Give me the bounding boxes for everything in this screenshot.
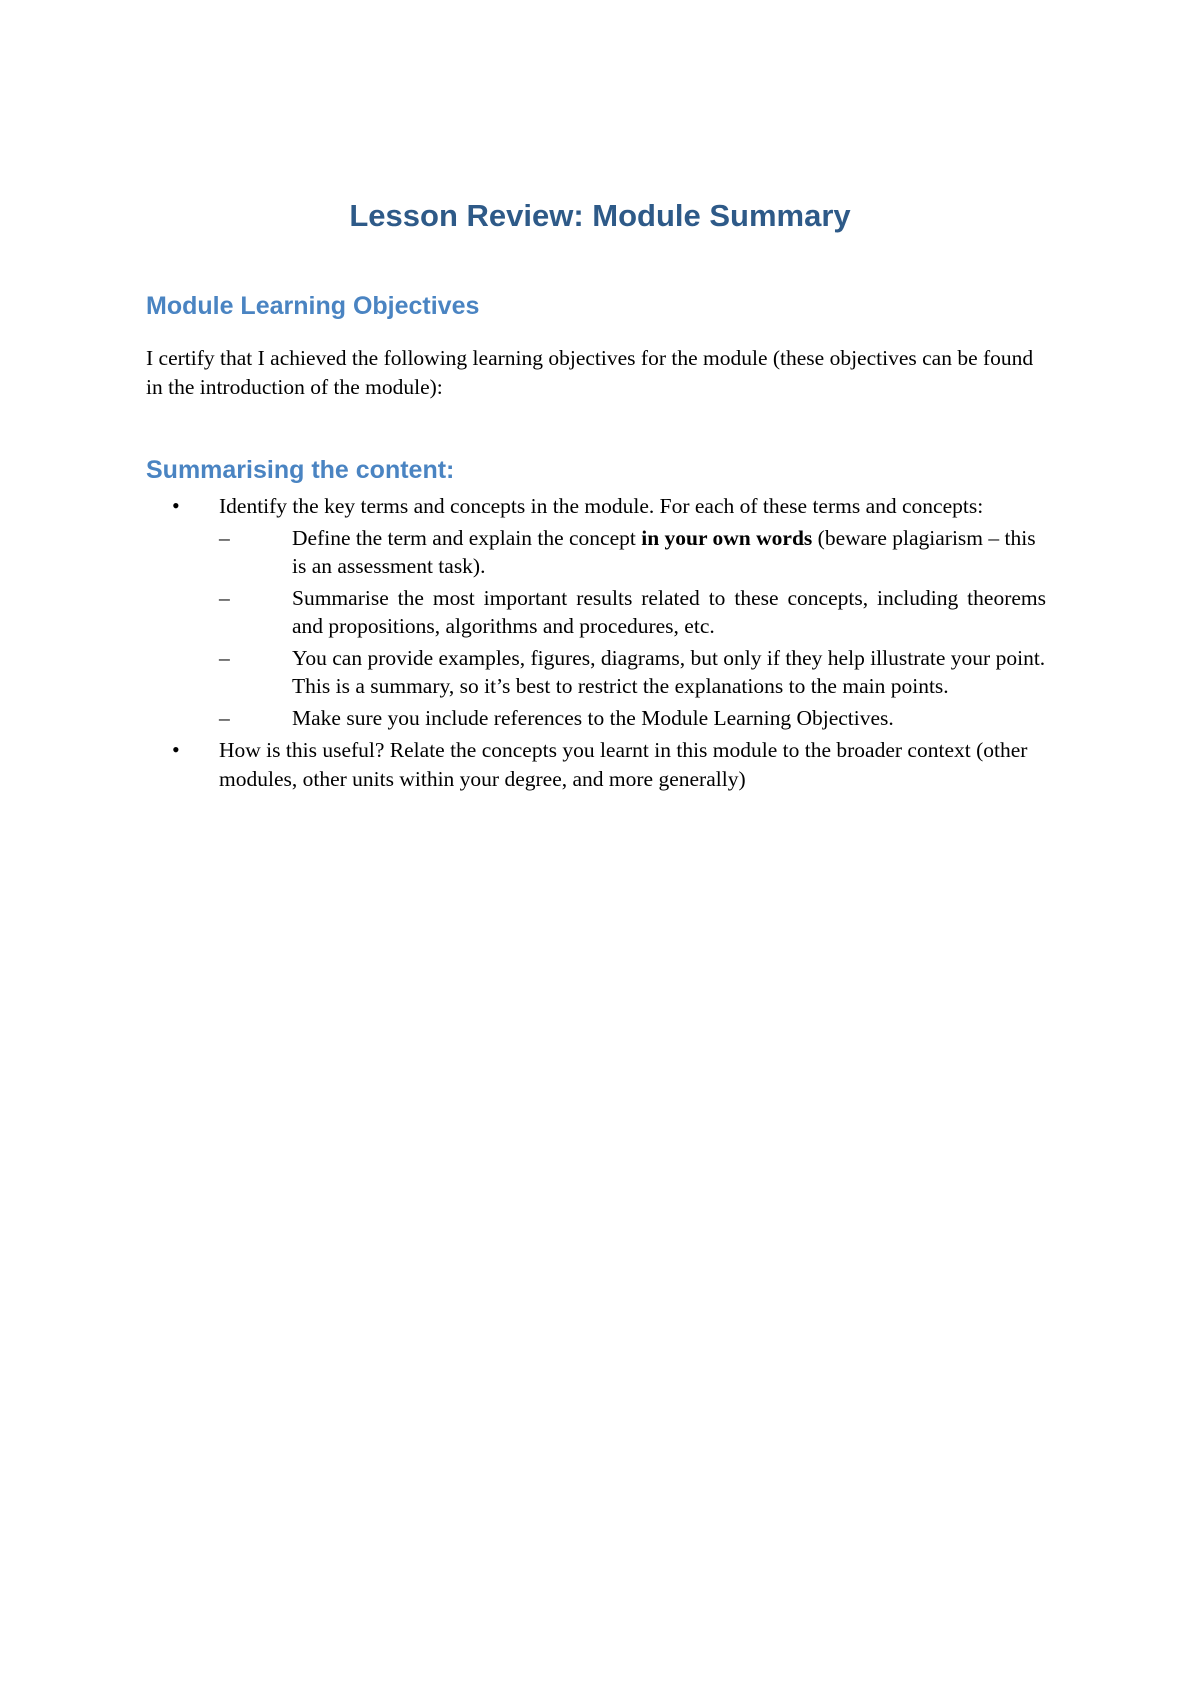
- sub-item-text: You can provide examples, figures, diagrams, but only if they help illustrate your point. This is a summary, so it’s best to restrict the explanations to the main points.: [292, 645, 1046, 698]
- bullet-marker: •: [172, 737, 180, 762]
- sub-bullet-list: [219, 524, 1046, 733]
- bullet-item-usefulness: [146, 736, 1046, 793]
- dash-marker: –: [219, 525, 230, 550]
- summary-bullet-list: [146, 492, 1046, 793]
- certify-paragraph: I certify that I achieved the following learning objectives for the module (these objectives can be found in the introduction of the module):: [146, 346, 1034, 399]
- section-heading-objectives: Module Learning Objectives: [146, 292, 480, 320]
- sub-item-text: Make sure you include references to the Module Learning Objectives.: [292, 705, 894, 730]
- sub-item-references: [219, 704, 1046, 733]
- bullet-text: How is this useful? Relate the concepts you learnt in this module to the broader context (other modules, other units within your degree, and more generally): [219, 738, 1028, 791]
- bullet-text: Identify the key terms and concepts in the module. For each of these terms and concepts:: [219, 494, 984, 518]
- sub-item-define-term: [219, 524, 1046, 581]
- dash-marker: –: [219, 645, 230, 670]
- bullet-marker: •: [172, 493, 180, 518]
- sub-item-text: Summarise the most important results related to these concepts, including theorems and propositions, algorithms and procedures, etc.: [292, 585, 1046, 638]
- bullet-item-key-terms: [146, 492, 1046, 732]
- sub-item-text-before: Define the term and explain the concept: [292, 525, 642, 550]
- document-title: Lesson Review: Module Summary: [349, 198, 851, 233]
- sub-item-examples: [219, 644, 1046, 701]
- dash-marker: –: [219, 585, 230, 610]
- sub-item-text-after: (beware plagiarism – this is an assessment task).: [292, 525, 1036, 578]
- emphasis-own-words: in your own words: [641, 525, 813, 550]
- sub-item-summarise-results: [219, 584, 1046, 641]
- dash-marker: –: [219, 705, 230, 730]
- section-heading-summary: Summarising the content:: [146, 456, 455, 484]
